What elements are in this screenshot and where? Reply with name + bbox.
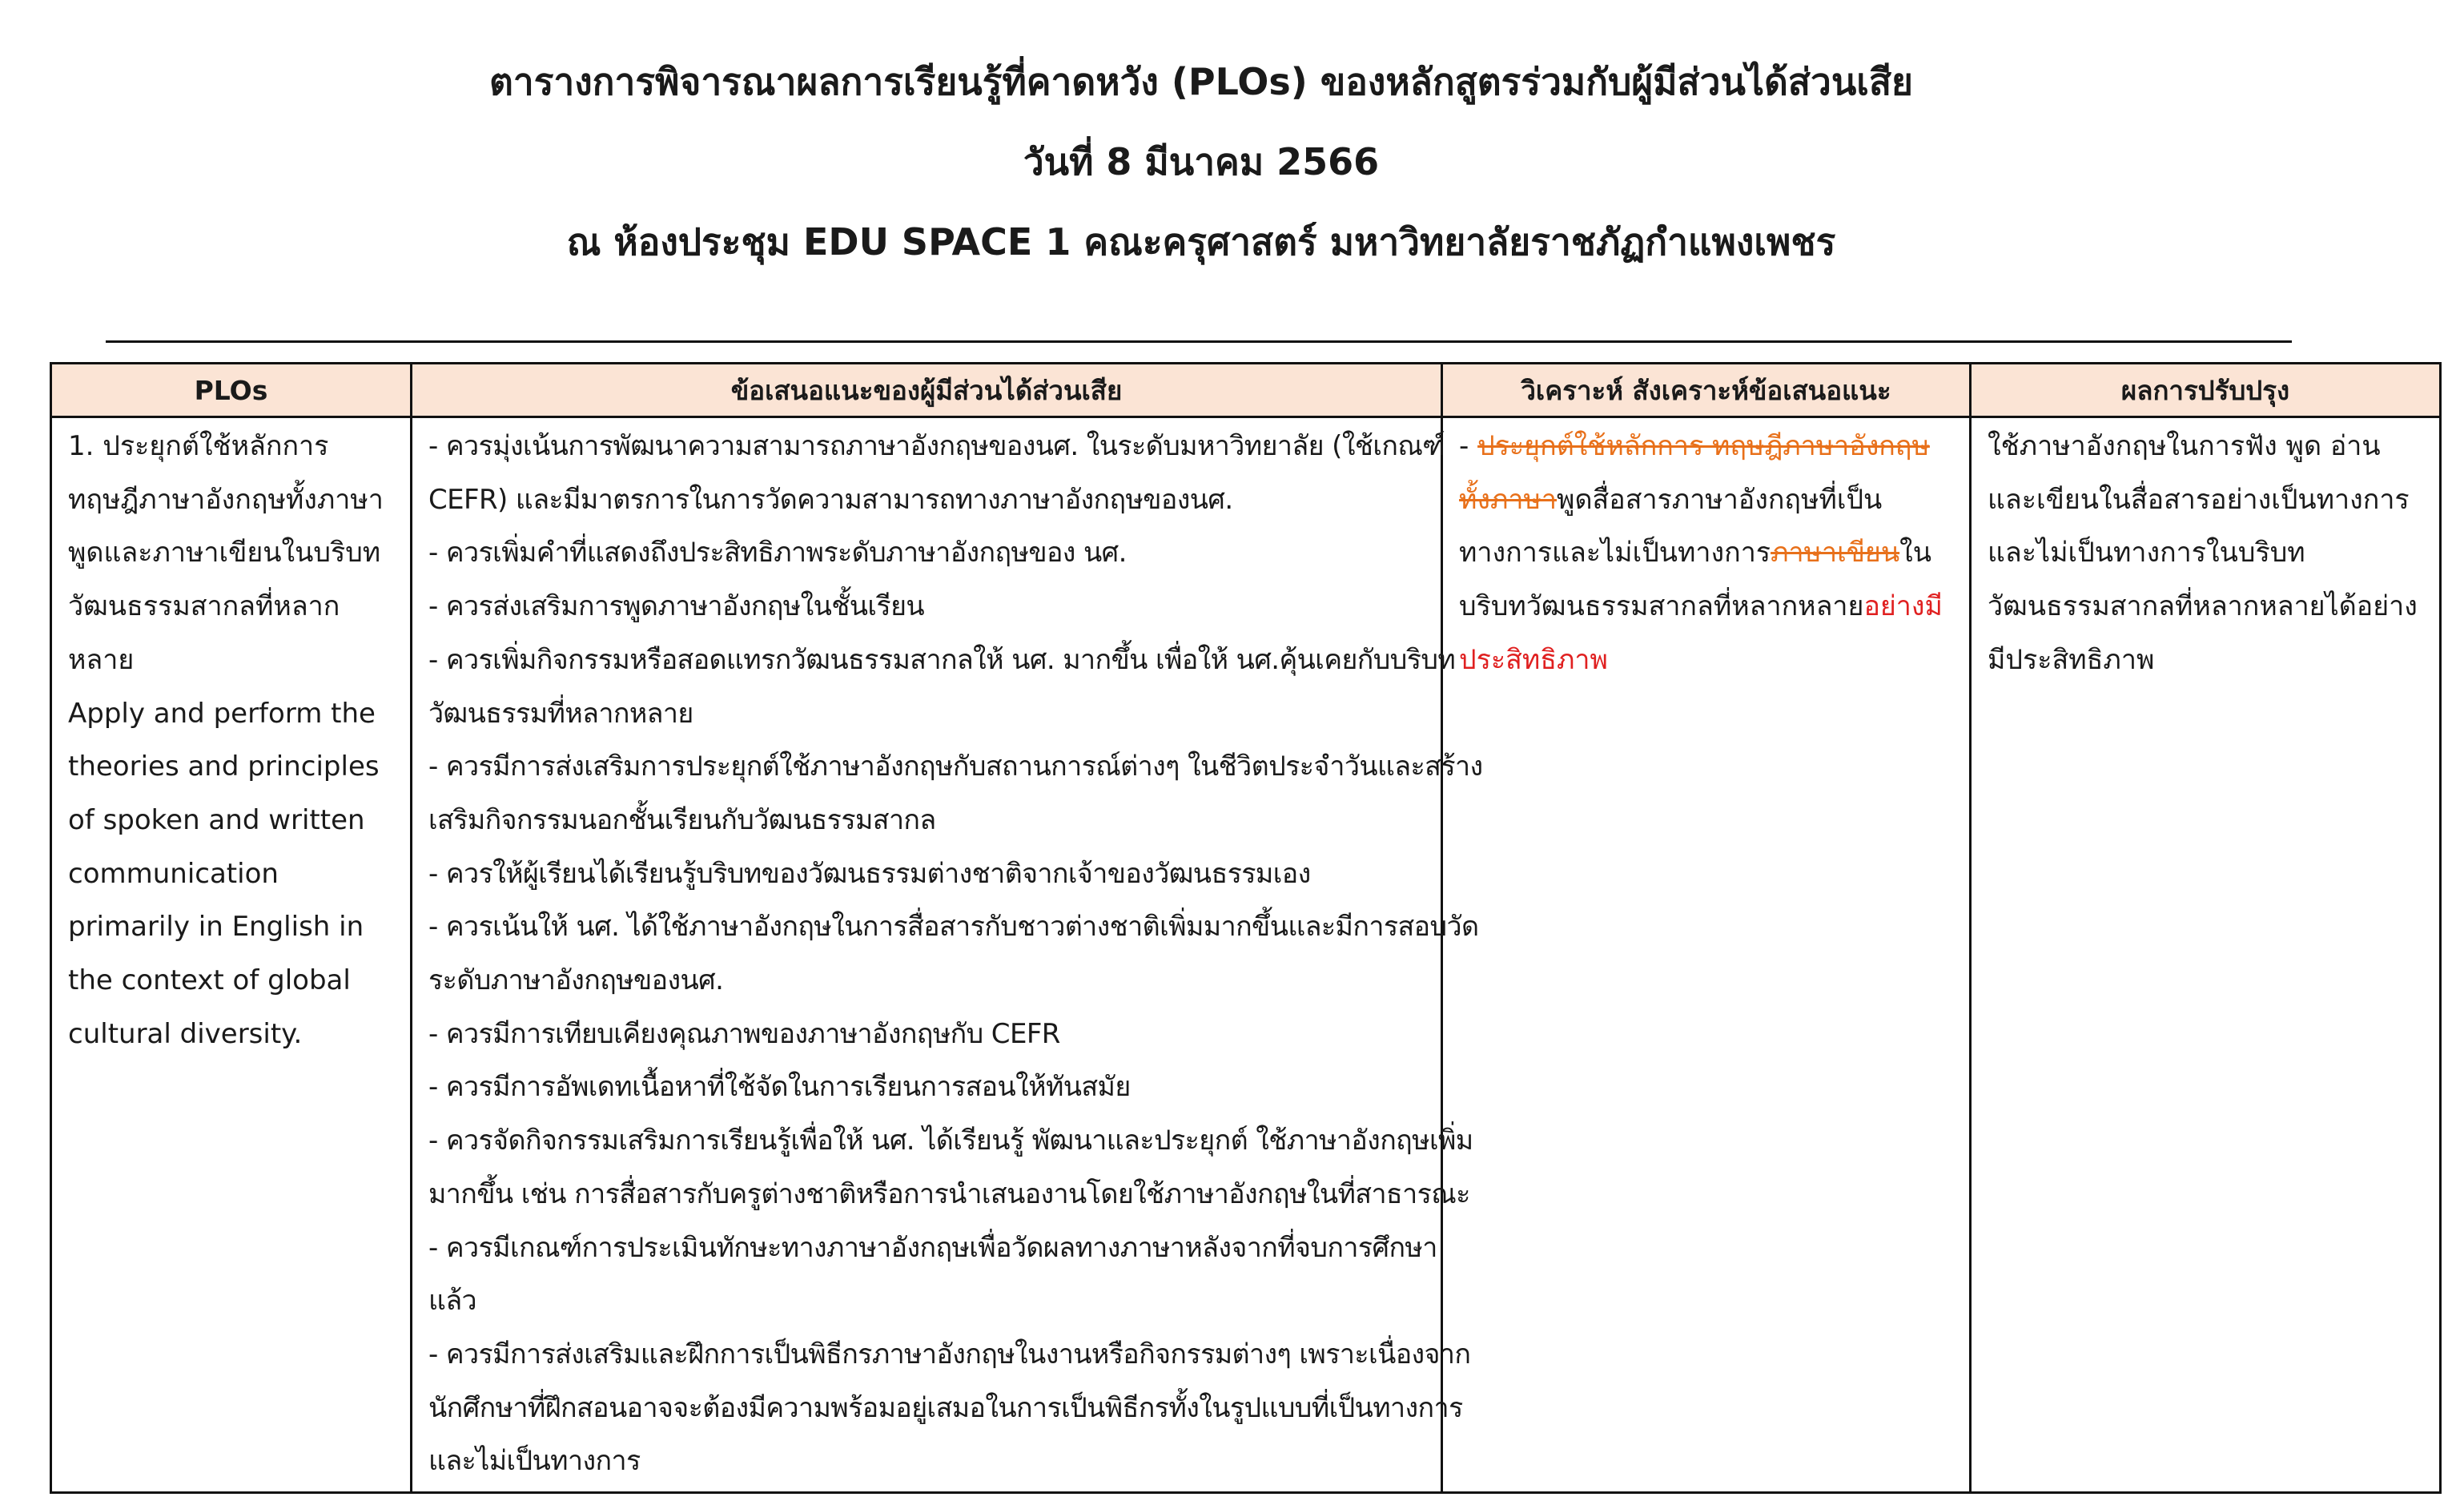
suggestion-line: แล้ว <box>428 1285 477 1318</box>
analysis-dash: - <box>1459 430 1478 462</box>
suggestion-line: นักศึกษาที่ฝึกสอนอาจจะต้องมีความพร้อมอยู่เสมอในการเป็นพิธีกรทั้งในรูปแบบที่เป็นทางการ <box>428 1391 1463 1424</box>
suggestion-line: - ควรมีเกณฑ์การประเมินทักษะทางภาษาอังกฤษเพื่อวัดผลทางภาษาหลังจากที่จบการศึกษา <box>428 1231 1437 1264</box>
suggestion-line: - ควรเพิ่มคำที่แสดงถึงประสิทธิภาพระดับภาษาอังกฤษของ นศ. <box>428 537 1127 569</box>
analysis-struck-text: ภาษาเขียน <box>1771 537 1900 569</box>
suggestion-line: ระดับภาษาอังกฤษของนศ. <box>428 964 724 997</box>
suggestion-line: - ควรมีการส่งเสริมการประยุกต์ใช้ภาษาอังกฤษกับสถานการณ์ต่างๆ ในชีวิตประจำวันและสร้าง <box>428 751 1483 783</box>
analysis-added-text: อย่างมีประสิทธิภาพ <box>1459 590 1943 676</box>
plo-thai-text: 1. ประยุกต์ใช้หลักการ ทฤษฎีภาษาอังกฤษทั้งภาษาพูดและภาษาเขียนในบริบทวัฒนธรรมสากลที่หลากหลาย <box>68 430 384 676</box>
document-title: ตารางการพิจารณาผลการเรียนรู้ที่คาดหวัง (PLOs) ของหลักสูตรร่วมกับผู้มีส่วนได้ส่วนเสีย <box>488 60 1914 103</box>
meeting-venue: ณ ห้องประชุม EDU SPACE 1 คณะครุศาสตร์ มหาวิทยาลัยราชภัฏกำแพงเพชร <box>566 220 1836 264</box>
meeting-date: วันที่ 8 มีนาคม 2566 <box>1023 140 1380 183</box>
analysis-struck-text: ประยุกต์ใช้หลักการ ทฤษฎีภาษาอังกฤษทั้งภาษา <box>1459 430 1930 516</box>
analysis-cell <box>1442 417 1971 1493</box>
suggestion-line: วัฒนธรรมที่หลากหลาย <box>428 697 693 730</box>
plo-review-table <box>50 362 2442 1494</box>
plo-cell <box>51 417 412 1493</box>
suggestions-cell <box>412 417 1483 1493</box>
suggestion-line: CEFR) และมีมาตรการในการวัดความสามารถทางภาษาอังกฤษของนศ. <box>428 483 1233 516</box>
suggestion-line: มากขึ้น เช่น การสื่อสารกับครูต่างชาติหรือการนำเสนองานโดยใช้ภาษาอังกฤษในที่สาธารณะ <box>428 1177 1470 1210</box>
suggestion-line: - ควรเน้นให้ นศ. ได้ใช้ภาษาอังกฤษในการสื่อสารกับชาวต่างชาติเพิ่มมากขึ้นและมีการสอบวัด <box>428 911 1479 944</box>
suggestion-line: - ควรจัดกิจกรรมเสริมการเรียนรู้เพื่อให้ นศ. ได้เรียนรู้ พัฒนาและประยุกต์ ใช้ภาษาอังกฤษเพิ่ม <box>428 1125 1473 1157</box>
plo-english-text: Apply and perform the theories and principles of spoken and written communication primarily in English in the context of global cultural diversity. <box>68 697 380 1050</box>
suggestion-line: - ควรให้ผู้เรียนได้เรียนรู้บริบทของวัฒนธรรมต่างชาติจากเจ้าของวัฒนธรรมเอง <box>428 857 1311 890</box>
result-text: ใช้ภาษาอังกฤษในการฟัง พูด อ่านและเขียนในสื่อสารอย่างเป็นทางการและไม่เป็นทางการในบริบทวัฒนธรรมสากลที่หลากหลายได้อย่างมีประสิทธิภาพ <box>1988 430 2418 676</box>
result-cell <box>1971 417 2441 1493</box>
table-row <box>51 417 2441 1493</box>
suggestion-line: - ควรส่งเสริมการพูดภาษาอังกฤษในชั้นเรียน <box>428 590 925 623</box>
column-header-analysis: วิเคราะห์ สังเคราะห์ข้อเสนอแนะ <box>1442 364 1971 417</box>
suggestion-list <box>428 420 1483 1488</box>
column-header-plos: PLOs <box>51 364 412 417</box>
suggestion-line: - ควรมุ่งเน้นการพัฒนาความสามารถภาษาอังกฤษของนศ. ในระดับมหาวิทยาลัย (ใช้เกณฑ์ <box>428 430 1445 462</box>
column-header-suggestions: ข้อเสนอแนะของผู้มีส่วนได้ส่วนเสีย <box>412 364 1442 417</box>
suggestion-line: - ควรมีการส่งเสริมและฝึกการเป็นพิธีกรภาษาอังกฤษในงานหรือกิจกรรมต่างๆ เพราะเนื่องจาก <box>428 1338 1471 1370</box>
analysis-text: พูดสื่อสารภาษาอังกฤษที่เป็นทางการและไม่เป็นทางการ <box>1459 483 1883 569</box>
title-divider <box>106 340 2292 343</box>
table-header-row <box>51 364 2441 417</box>
suggestion-line: - ควรมีการเทียบเคียงคุณภาพของภาษาอังกฤษกับ CEFR <box>428 1017 1060 1050</box>
suggestion-line: - ควรมีการอัพเดทเนื้อหาที่ใช้จัดในการเรียนการสอนให้ทันสมัย <box>428 1071 1131 1104</box>
suggestion-line: และไม่เป็นทางการ <box>428 1445 641 1478</box>
suggestion-line: เสริมกิจกรรมนอกชั้นเรียนกับวัฒนธรรมสากล <box>428 803 936 836</box>
document-title-block <box>0 42 2402 282</box>
suggestion-line: - ควรเพิ่มกิจกรรมหรือสอดแทรกวัฒนธรรมสากลให้ นศ. มากขึ้น เพื่อให้ นศ.คุ้นเคยกับบริบท <box>428 643 1456 676</box>
analysis-text: ในบริบทวัฒนธรรมสากลที่หลากหลาย <box>1459 537 1931 623</box>
column-header-result: ผลการปรับปรุง <box>1971 364 2441 417</box>
